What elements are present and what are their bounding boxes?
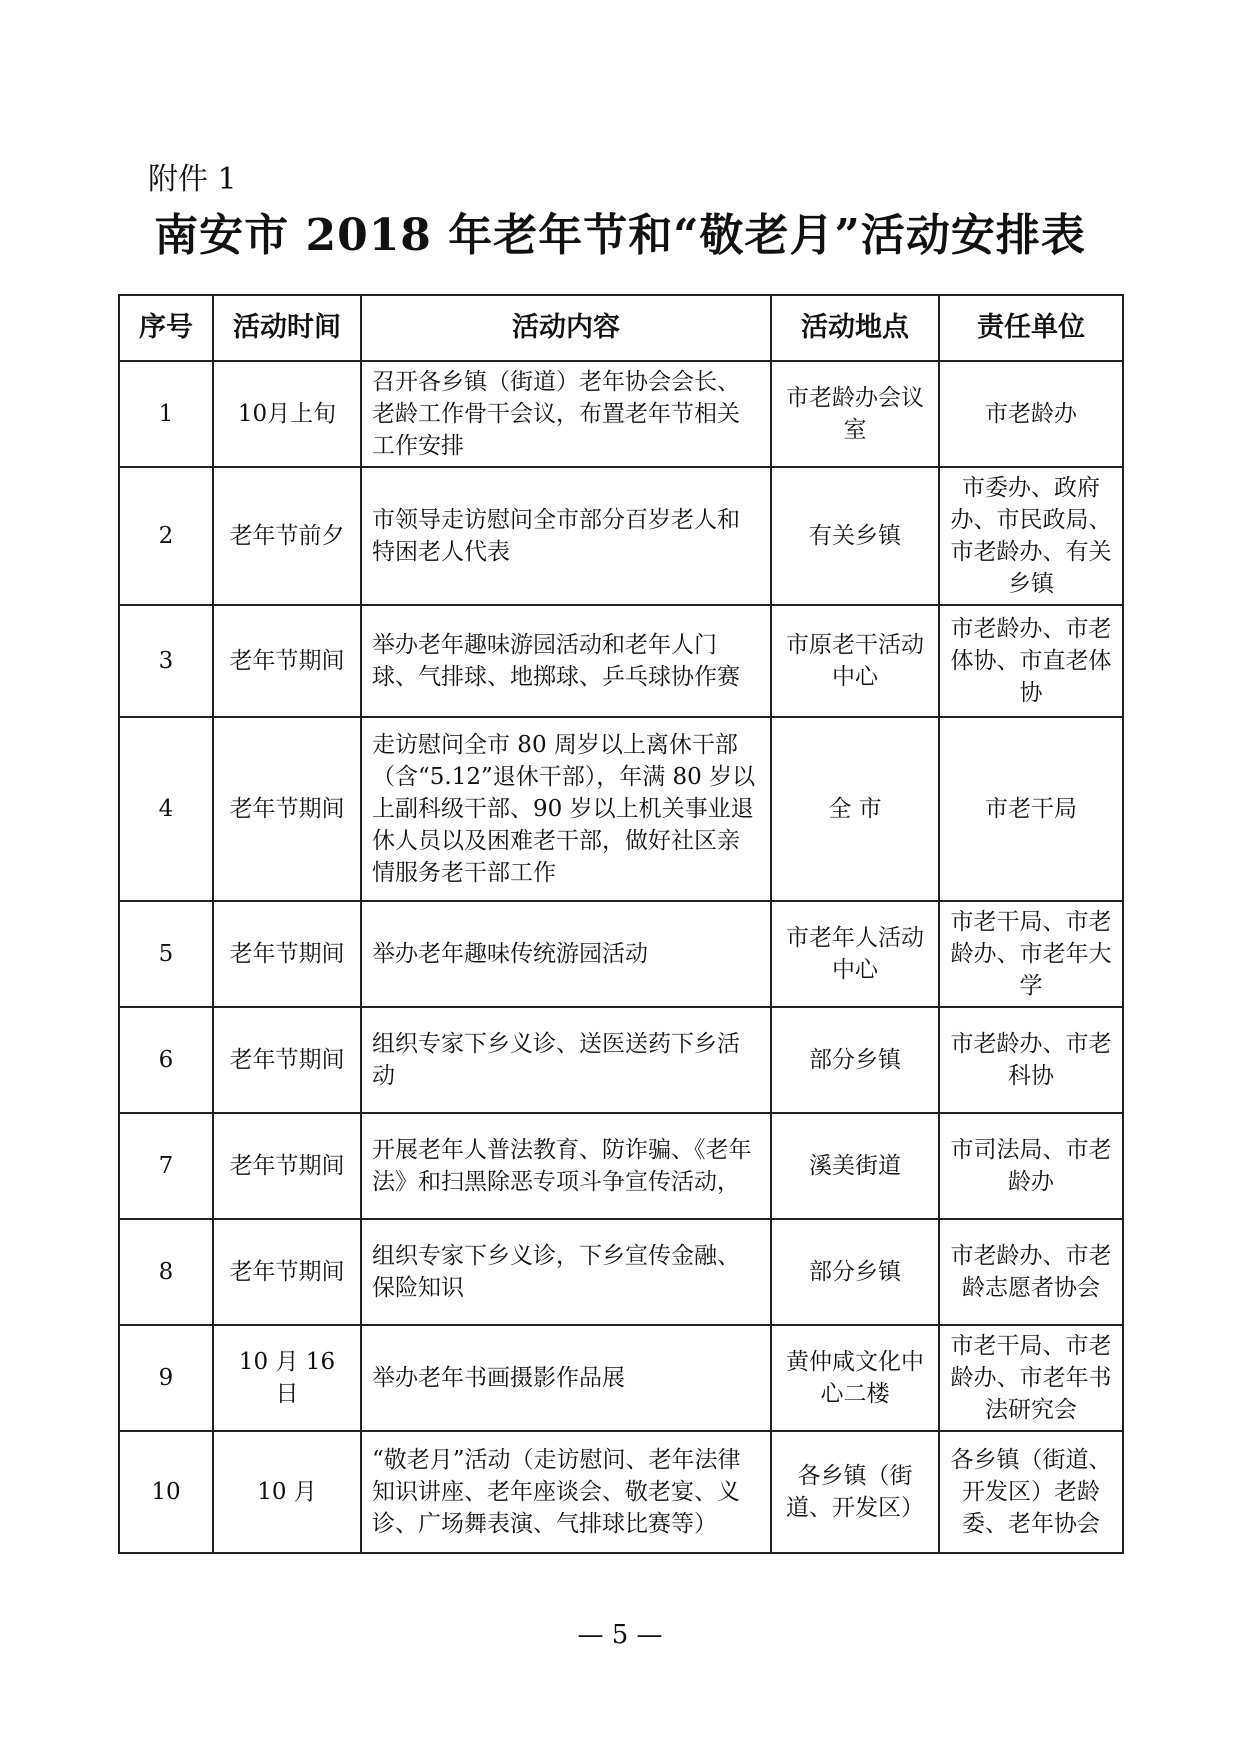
- table-row: [119, 1325, 1123, 1431]
- responsible-unit: 市老龄办: [939, 361, 1123, 467]
- responsible-unit: 市司法局、市老龄办: [939, 1113, 1123, 1219]
- responsible-unit: 市老龄办、市老龄志愿者协会: [939, 1219, 1123, 1325]
- page-number: — 5 —: [577, 1620, 663, 1650]
- activity-time: 老年节期间: [213, 1007, 361, 1113]
- column-header-place: 活动地点: [771, 295, 939, 361]
- activity-time: 老年节期间: [213, 1113, 361, 1219]
- activity-content: “敬老月”活动（走访慰问、老年法律知识讲座、老年座谈会、敬老宴、义诊、广场舞表演、气排球比赛等）: [361, 1431, 771, 1553]
- activity-place: 市原老干活动中心: [771, 605, 939, 717]
- activity-content: 举办老年书画摄影作品展: [361, 1325, 771, 1431]
- row-number: 2: [119, 467, 213, 605]
- activity-schedule-table: [118, 294, 1124, 1554]
- activity-content: 组织专家下乡义诊、送医送药下乡活动: [361, 1007, 771, 1113]
- activity-content: 召开各乡镇（街道）老年协会会长、老龄工作骨干会议，布置老年节相关工作安排: [361, 361, 771, 467]
- activity-time: 老年节期间: [213, 901, 361, 1007]
- activity-time: 10 月 16 日: [213, 1325, 361, 1431]
- activity-place: 全 市: [771, 717, 939, 901]
- activity-content: 举办老年趣味传统游园活动: [361, 901, 771, 1007]
- activity-time: 老年节期间: [213, 605, 361, 717]
- row-number: 9: [119, 1325, 213, 1431]
- table-header-row: [119, 295, 1123, 361]
- activity-time: 老年节期间: [213, 1219, 361, 1325]
- activity-place: 各乡镇（街道、开发区）: [771, 1431, 939, 1553]
- row-number: 6: [119, 1007, 213, 1113]
- column-header-number: 序号: [119, 295, 213, 361]
- row-number: 3: [119, 605, 213, 717]
- row-number: 10: [119, 1431, 213, 1553]
- table-row: [119, 901, 1123, 1007]
- activity-content: 开展老年人普法教育、防诈骗、《老年法》和扫黑除恶专项斗争宣传活动，: [361, 1113, 771, 1219]
- row-number: 5: [119, 901, 213, 1007]
- responsible-unit: 市老干局、市老龄办、市老年大学: [939, 901, 1123, 1007]
- table-row: [119, 1431, 1123, 1553]
- table-row: [119, 1113, 1123, 1219]
- responsible-unit: 市老龄办、市老科协: [939, 1007, 1123, 1113]
- table-row: [119, 717, 1123, 901]
- table-row: [119, 605, 1123, 717]
- activity-time: 老年节期间: [213, 717, 361, 901]
- table-row: [119, 467, 1123, 605]
- activity-time: 10月上旬: [213, 361, 361, 467]
- activity-place: 黄仲咸文化中心二楼: [771, 1325, 939, 1431]
- activity-place: 部分乡镇: [771, 1007, 939, 1113]
- table-row: [119, 361, 1123, 467]
- attachment-label: 附件 1: [148, 162, 237, 197]
- activity-place: 部分乡镇: [771, 1219, 939, 1325]
- activity-content: 举办老年趣味游园活动和老年人门球、气排球、地掷球、乒乓球协作赛: [361, 605, 771, 717]
- responsible-unit: 各乡镇（街道、开发区）老龄委、老年协会: [939, 1431, 1123, 1553]
- responsible-unit: 市老龄办、市老体协、市直老体协: [939, 605, 1123, 717]
- document-title: 南安市 2018 年老年节和“敬老月”活动安排表: [154, 210, 1086, 261]
- column-header-time: 活动时间: [213, 295, 361, 361]
- responsible-unit: 市老干局、市老龄办、市老年书法研究会: [939, 1325, 1123, 1431]
- activity-place: 市老年人活动中心: [771, 901, 939, 1007]
- activity-content: 走访慰问全市 80 周岁以上离休干部（含“5.12”退休干部），年满 80 岁以上副科级干部、90 岁以上机关事业退休人员以及困难老干部，做好社区亲情服务老干部工作: [361, 717, 771, 901]
- column-header-content: 活动内容: [361, 295, 771, 361]
- column-header-unit: 责任单位: [939, 295, 1123, 361]
- row-number: 1: [119, 361, 213, 467]
- activity-place: 市老龄办会议室: [771, 361, 939, 467]
- activity-time: 老年节前夕: [213, 467, 361, 605]
- responsible-unit: 市老干局: [939, 717, 1123, 901]
- activity-content: 组织专家下乡义诊，下乡宣传金融、保险知识: [361, 1219, 771, 1325]
- row-number: 8: [119, 1219, 213, 1325]
- table-row: [119, 1007, 1123, 1113]
- table-row: [119, 1219, 1123, 1325]
- activity-time: 10 月: [213, 1431, 361, 1553]
- activity-content: 市领导走访慰问全市部分百岁老人和特困老人代表: [361, 467, 771, 605]
- activity-place: 有关乡镇: [771, 467, 939, 605]
- row-number: 7: [119, 1113, 213, 1219]
- responsible-unit: 市委办、政府办、市民政局、市老龄办、有关乡镇: [939, 467, 1123, 605]
- activity-place: 溪美街道: [771, 1113, 939, 1219]
- row-number: 4: [119, 717, 213, 901]
